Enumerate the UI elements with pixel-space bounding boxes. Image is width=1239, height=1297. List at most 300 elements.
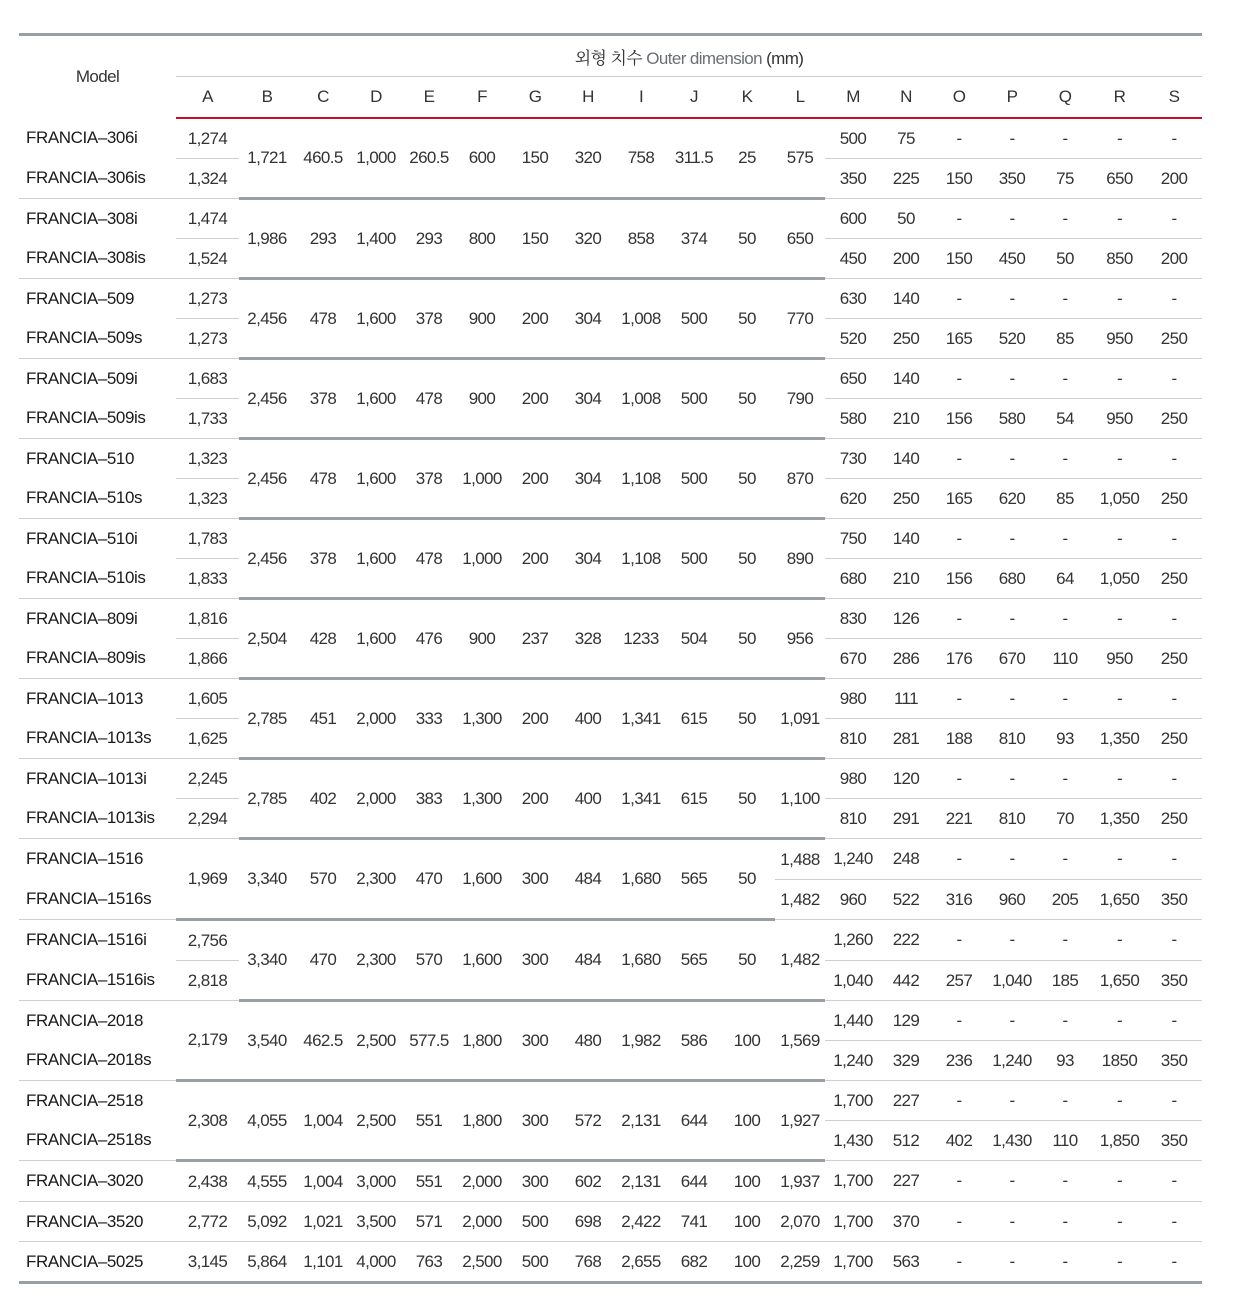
dimension-cell-a: 1,324 bbox=[176, 159, 239, 199]
dimension-cell-a: 1,833 bbox=[176, 559, 239, 599]
dimension-cell-f: 1,300 bbox=[457, 679, 507, 759]
dimension-cell-h: 484 bbox=[563, 839, 613, 920]
dimension-cell-r: - bbox=[1116, 128, 1123, 148]
dimension-cell-j: 644 bbox=[669, 1161, 719, 1202]
model-name-cell: FRANCIA–510i bbox=[19, 519, 176, 559]
column-header-d: D bbox=[351, 77, 401, 119]
column-header-l: L bbox=[775, 77, 825, 119]
dimension-cell-e: 383 bbox=[401, 759, 457, 839]
dimension-cell-b: 1,721 bbox=[239, 118, 295, 199]
dimension-cell-m: 730 bbox=[825, 439, 881, 479]
model-name-cell: FRANCIA–809i bbox=[19, 599, 176, 639]
dimension-cell-j: 500 bbox=[669, 519, 719, 599]
column-header-o: O bbox=[931, 77, 987, 119]
dimension-cell-r: 650 bbox=[1093, 159, 1146, 199]
dimension-cell-q: - bbox=[1037, 679, 1093, 719]
dimension-cell-o: - bbox=[931, 1081, 987, 1121]
dimension-cell-o: - bbox=[931, 519, 987, 559]
dimension-cell-o: - bbox=[931, 839, 987, 880]
dimension-cell-q: 70 bbox=[1037, 799, 1093, 839]
dimension-cell-s: - bbox=[1146, 599, 1202, 639]
dimension-cell-o: - bbox=[931, 679, 987, 719]
dimension-cell-l: 770 bbox=[775, 279, 825, 359]
dimension-cell-n: 140 bbox=[881, 519, 931, 559]
dimension-cell-c: 462.5 bbox=[295, 1001, 351, 1081]
column-header-s: S bbox=[1146, 77, 1202, 119]
dimension-cell-q: - bbox=[1037, 519, 1093, 559]
dimension-cell-r: - bbox=[1093, 920, 1146, 961]
table-row bbox=[19, 279, 1202, 319]
column-header-g: G bbox=[507, 77, 563, 119]
dimension-cell-r: 950 bbox=[1093, 399, 1146, 439]
dimension-cell-m: 750 bbox=[825, 519, 881, 559]
dimension-cell-g: 200 bbox=[507, 759, 563, 839]
dimension-cell-l: 870 bbox=[775, 439, 825, 519]
dimension-cell-g: 500 bbox=[507, 1242, 563, 1283]
dimension-cell-n: 140 bbox=[881, 279, 931, 319]
dimension-cell-i: 1,680 bbox=[613, 920, 669, 1001]
dimension-cell-m: 810 bbox=[825, 799, 881, 839]
dimension-cell-m: 960 bbox=[825, 880, 881, 920]
dimension-cell-b: 3,340 bbox=[239, 839, 295, 920]
dimension-cell-m: 980 bbox=[825, 679, 881, 719]
dimension-cell-c: 460.5 bbox=[295, 118, 351, 199]
dimension-cell-o: - bbox=[931, 759, 987, 799]
dimension-cell-r: 1,650 bbox=[1093, 961, 1146, 1001]
dimension-cell-p: - bbox=[987, 839, 1037, 880]
dimension-cell-s: - bbox=[1146, 1242, 1202, 1283]
dimension-cell-a: 1,273 bbox=[176, 319, 239, 359]
dimension-cell-n: 291 bbox=[881, 799, 931, 839]
dimension-cell-g: 200 bbox=[507, 439, 563, 519]
dimension-cell-m: 1,260 bbox=[825, 920, 881, 961]
dimension-cell-p: - bbox=[987, 1242, 1037, 1283]
table-row bbox=[19, 439, 1202, 479]
dimension-cell-d: 1,600 bbox=[351, 359, 401, 439]
dimension-cell-i: 1,341 bbox=[613, 679, 669, 759]
dimension-cell-d: 3,000 bbox=[351, 1161, 401, 1202]
dimension-cell-c: 1,021 bbox=[295, 1202, 351, 1242]
dimension-cell-o: 221 bbox=[931, 799, 987, 839]
dimension-cell-d: 1,600 bbox=[351, 279, 401, 359]
model-name-cell: FRANCIA–809is bbox=[26, 648, 146, 668]
model-name-cell: FRANCIA–308i bbox=[19, 199, 176, 239]
dimension-cell-k: 50 bbox=[719, 679, 775, 759]
dimension-cell-g: 300 bbox=[507, 1081, 563, 1161]
column-header-q: Q bbox=[1037, 77, 1093, 119]
dimension-cell-n: 210 bbox=[881, 559, 931, 599]
dimension-cell-m: 580 bbox=[825, 399, 881, 439]
dimension-cell-i: 1,008 bbox=[613, 359, 669, 439]
model-name-cell: FRANCIA–2018s bbox=[26, 1050, 152, 1070]
dimension-cell-m: 810 bbox=[825, 719, 881, 759]
dimension-cell-b: 3,340 bbox=[239, 920, 295, 1001]
outer-dimension-group-header bbox=[176, 35, 1202, 77]
dimension-cell-j: 644 bbox=[669, 1081, 719, 1161]
dimension-cell-i: 1,680 bbox=[613, 839, 669, 920]
dimension-cell-h: 602 bbox=[563, 1161, 613, 1202]
model-name-cell: FRANCIA–509is bbox=[26, 408, 146, 428]
dimension-cell-d: 2,000 bbox=[351, 679, 401, 759]
model-name-cell: FRANCIA–2518s bbox=[26, 1130, 152, 1150]
dimension-cell-o: - bbox=[931, 199, 987, 239]
dimension-cell-o: 402 bbox=[931, 1121, 987, 1161]
dimension-cell-q: - bbox=[1037, 759, 1093, 799]
dimension-cell-n: 370 bbox=[881, 1202, 931, 1242]
dimension-cell-c: 378 bbox=[295, 359, 351, 439]
dimension-cell-o: 156 bbox=[931, 559, 987, 599]
model-column-header: Model bbox=[75, 67, 120, 86]
dimension-cell-h: 768 bbox=[563, 1242, 613, 1283]
dimension-cell-b: 5,092 bbox=[239, 1202, 295, 1242]
dimension-cell-g: 200 bbox=[507, 359, 563, 439]
dimension-cell-q: 50 bbox=[1037, 239, 1093, 279]
dimension-cell-k: 50 bbox=[719, 439, 775, 519]
dimension-cell-o: - bbox=[931, 279, 987, 319]
dimension-cell-r: 1,650 bbox=[1093, 880, 1146, 920]
dimension-cell-g: 200 bbox=[507, 519, 563, 599]
dimension-cell-d: 1,600 bbox=[351, 599, 401, 679]
dimension-cell-q: - bbox=[1037, 920, 1093, 961]
dimension-cell-f: 1,300 bbox=[457, 759, 507, 839]
dimension-cell-a: 1,605 bbox=[176, 679, 239, 719]
dimension-cell-a: 1,866 bbox=[176, 639, 239, 679]
dimension-cell-b: 4,555 bbox=[239, 1161, 295, 1202]
dimension-cell-s: - bbox=[1146, 359, 1202, 399]
group-label-unit: (mm) bbox=[766, 48, 804, 68]
dimension-cell-s: 350 bbox=[1146, 1121, 1202, 1161]
dimension-cell-d: 1,400 bbox=[351, 199, 401, 279]
dimension-cell-h: 572 bbox=[563, 1081, 613, 1161]
dimension-cell-j: 565 bbox=[669, 839, 719, 920]
dimension-cell-j: 682 bbox=[669, 1242, 719, 1283]
dimension-cell-g: 200 bbox=[507, 279, 563, 359]
dimension-cell-a: 3,145 bbox=[176, 1242, 239, 1283]
dimension-cell-j: 500 bbox=[669, 359, 719, 439]
dimension-cell-f: 900 bbox=[457, 599, 507, 679]
dimension-cell-g: 300 bbox=[507, 1161, 563, 1202]
dimension-cell-p: - bbox=[987, 759, 1037, 799]
dimension-cell-r: - bbox=[1093, 1001, 1146, 1041]
dimension-cell-b: 3,540 bbox=[239, 1001, 295, 1081]
dimension-cell-s: 250 bbox=[1146, 799, 1202, 839]
dimension-cell-d: 4,000 bbox=[351, 1242, 401, 1283]
dimension-cell-n: 225 bbox=[881, 159, 931, 199]
model-name-cell: FRANCIA–5025 bbox=[19, 1242, 176, 1283]
dimension-cell-a: 1,323 bbox=[176, 439, 239, 479]
dimension-cell-a: 2,308 bbox=[176, 1081, 239, 1161]
dimension-cell-l: 2,259 bbox=[775, 1242, 825, 1283]
dimension-cell-j: 615 bbox=[669, 679, 719, 759]
dimension-cell-c: 293 bbox=[295, 199, 351, 279]
dimension-cell-j: 500 bbox=[669, 439, 719, 519]
dimension-cell-d: 1,000 bbox=[351, 118, 401, 199]
dimension-cell-i: 1,008 bbox=[613, 279, 669, 359]
dimension-cell-n: 227 bbox=[881, 1161, 931, 1202]
dimension-cell-n: 140 bbox=[881, 439, 931, 479]
dimension-cell-k: 50 bbox=[719, 920, 775, 1001]
dimension-cell-q: - bbox=[1037, 599, 1093, 639]
dimension-cell-r: - bbox=[1093, 839, 1146, 880]
dimension-cell-k: 50 bbox=[719, 519, 775, 599]
dimension-cell-q: - bbox=[1037, 1202, 1093, 1242]
dimension-cell-m: 1,700 bbox=[825, 1081, 881, 1121]
dimension-cell-b: 2,456 bbox=[239, 279, 295, 359]
dimension-cell-m: 620 bbox=[825, 479, 881, 519]
dimension-cell-e: 571 bbox=[401, 1202, 457, 1242]
dimension-cell-o: 236 bbox=[931, 1041, 987, 1081]
model-name-cell: FRANCIA–308is bbox=[26, 248, 146, 268]
dimension-cell-f: 2,000 bbox=[457, 1161, 507, 1202]
dimension-cell-f: 800 bbox=[457, 199, 507, 279]
dimension-cell-s: - bbox=[1146, 519, 1202, 559]
dimension-cell-r: - bbox=[1093, 679, 1146, 719]
dimension-cell-o: - bbox=[931, 920, 987, 961]
dimension-cell-n: 75 bbox=[897, 128, 915, 148]
dimension-cell-o: 188 bbox=[931, 719, 987, 759]
model-name-cell: FRANCIA–1516 bbox=[19, 839, 176, 880]
dimension-cell-m: 1,430 bbox=[825, 1121, 881, 1161]
model-name-cell: FRANCIA–2018 bbox=[19, 1001, 176, 1041]
dimension-cell-c: 470 bbox=[295, 920, 351, 1001]
dimension-cell-b: 2,456 bbox=[239, 439, 295, 519]
dimension-cell-c: 478 bbox=[295, 439, 351, 519]
dimension-cell-f: 1,000 bbox=[457, 519, 507, 599]
dimension-cell-a: 1,816 bbox=[176, 599, 239, 639]
dimension-cell-e: 478 bbox=[401, 359, 457, 439]
dimension-cell-d: 2,300 bbox=[351, 839, 401, 920]
dimension-cell-r: - bbox=[1093, 279, 1146, 319]
column-header-e: E bbox=[401, 77, 457, 119]
dimension-cell-b: 2,456 bbox=[239, 359, 295, 439]
dimension-cell-e: 378 bbox=[401, 279, 457, 359]
dimension-cell-p: 620 bbox=[987, 479, 1037, 519]
dimension-cell-g: 150 bbox=[507, 118, 563, 199]
dimension-cell-p: - bbox=[987, 199, 1037, 239]
dimension-cell-e: 551 bbox=[401, 1081, 457, 1161]
dimension-cell-n: 222 bbox=[881, 920, 931, 961]
dimension-cell-m: 630 bbox=[825, 279, 881, 319]
dimension-cell-m: 680 bbox=[825, 559, 881, 599]
column-header-n: N bbox=[881, 77, 931, 119]
dimension-cell-m: 650 bbox=[825, 359, 881, 399]
dimension-cell-g: 300 bbox=[507, 1001, 563, 1081]
dimension-cell-k: 50 bbox=[719, 359, 775, 439]
dimension-cell-o: 156 bbox=[931, 399, 987, 439]
dimension-cell-i: 2,131 bbox=[613, 1081, 669, 1161]
dimension-cell-e: 470 bbox=[401, 839, 457, 920]
dimension-cell-p: 680 bbox=[987, 559, 1037, 599]
dimension-cell-m: 1,700 bbox=[825, 1242, 881, 1283]
dimension-cell-o: - bbox=[931, 1202, 987, 1242]
dimension-cell-a: 2,245 bbox=[176, 759, 239, 799]
dimension-cell-a: 2,756 bbox=[176, 920, 239, 961]
dimension-cell-p: - bbox=[987, 439, 1037, 479]
dimension-cell-f: 600 bbox=[457, 118, 507, 199]
dimension-cell-l: 1,091 bbox=[775, 679, 825, 759]
dimension-cell-n: 227 bbox=[881, 1081, 931, 1121]
dimension-cell-p: - bbox=[987, 359, 1037, 399]
dimension-cell-h: 304 bbox=[563, 439, 613, 519]
dimension-cell-c: 1,004 bbox=[295, 1161, 351, 1202]
dimension-spec-table-wrapper bbox=[19, 33, 1202, 1284]
dimension-cell-f: 2,500 bbox=[457, 1242, 507, 1283]
dimension-cell-n: 210 bbox=[881, 399, 931, 439]
dimension-cell-d: 2,000 bbox=[351, 759, 401, 839]
dimension-cell-k: 100 bbox=[719, 1001, 775, 1081]
dimension-cell-a: 2,772 bbox=[176, 1202, 239, 1242]
dimension-cell-j: 500 bbox=[669, 279, 719, 359]
dimension-cell-h: 480 bbox=[563, 1001, 613, 1081]
dimension-cell-l: 2,070 bbox=[775, 1202, 825, 1242]
dimension-cell-m: 600 bbox=[825, 199, 881, 239]
dimension-cell-s: 250 bbox=[1146, 639, 1202, 679]
dimension-cell-b: 2,785 bbox=[239, 679, 295, 759]
dimension-cell-p: - bbox=[987, 519, 1037, 559]
dimension-cell-m: 1,440 bbox=[825, 1001, 881, 1041]
dimension-cell-k: 50 bbox=[719, 199, 775, 279]
dimension-cell-r: - bbox=[1093, 1161, 1146, 1202]
dimension-cell-s: 350 bbox=[1146, 880, 1202, 920]
table-row bbox=[19, 599, 1202, 639]
dimension-cell-h: 698 bbox=[563, 1202, 613, 1242]
dimension-cell-q: 85 bbox=[1037, 319, 1093, 359]
dimension-cell-r: - bbox=[1093, 1081, 1146, 1121]
table-row bbox=[19, 759, 1202, 799]
dimension-cell-k: 50 bbox=[719, 839, 775, 920]
dimension-cell-l: 1,482 bbox=[775, 880, 825, 920]
model-name-cell: FRANCIA–1516i bbox=[19, 920, 176, 961]
dimension-cell-c: 378 bbox=[295, 519, 351, 599]
dimension-cell-e: 476 bbox=[401, 599, 457, 679]
dimension-cell-d: 1,600 bbox=[351, 439, 401, 519]
dimension-cell-s: 350 bbox=[1146, 1041, 1202, 1081]
dimension-cell-d: 2,300 bbox=[351, 920, 401, 1001]
dimension-cell-o: 257 bbox=[931, 961, 987, 1001]
dimension-cell-l: 1,488 bbox=[775, 839, 825, 880]
column-header-i: I bbox=[613, 77, 669, 119]
dimension-cell-n: 50 bbox=[881, 199, 931, 239]
dimension-cell-p: 1,240 bbox=[987, 1041, 1037, 1081]
model-name-cell: FRANCIA–2518 bbox=[19, 1081, 176, 1121]
dimension-cell-l: 790 bbox=[775, 359, 825, 439]
table-row bbox=[19, 1242, 1202, 1283]
column-header-c: C bbox=[295, 77, 351, 119]
dimension-cell-m: 350 bbox=[825, 159, 881, 199]
dimension-cell-i: 758 bbox=[613, 118, 669, 199]
table-row bbox=[19, 118, 1202, 159]
dimension-cell-r: 1850 bbox=[1093, 1041, 1146, 1081]
dimension-cell-m: 830 bbox=[825, 599, 881, 639]
model-name-cell: FRANCIA–306i bbox=[26, 128, 138, 148]
column-header-f: F bbox=[457, 77, 507, 119]
model-name-cell: FRANCIA–509s bbox=[26, 328, 143, 348]
dimension-cell-f: 1,600 bbox=[457, 920, 507, 1001]
dimension-cell-s: - bbox=[1146, 1001, 1202, 1041]
dimension-cell-m: 1,700 bbox=[825, 1161, 881, 1202]
dimension-cell-m: 1,700 bbox=[825, 1202, 881, 1242]
dimension-cell-p: - bbox=[987, 1161, 1037, 1202]
dimension-cell-e: 260.5 bbox=[401, 118, 457, 199]
dimension-cell-h: 304 bbox=[563, 279, 613, 359]
column-header-p: P bbox=[987, 77, 1037, 119]
model-name-cell: FRANCIA–509i bbox=[19, 359, 176, 399]
dimension-cell-o: 176 bbox=[931, 639, 987, 679]
dimension-cell-q: 54 bbox=[1037, 399, 1093, 439]
dimension-cell-q: - bbox=[1037, 1081, 1093, 1121]
model-name-cell: FRANCIA–510 bbox=[19, 439, 176, 479]
dimension-cell-q: - bbox=[1037, 279, 1093, 319]
header-row-columns bbox=[19, 77, 1202, 119]
dimension-cell-p: - bbox=[987, 599, 1037, 639]
dimension-cell-e: 577.5 bbox=[401, 1001, 457, 1081]
dimension-cell-q: - bbox=[1037, 199, 1093, 239]
dimension-cell-s: - bbox=[1146, 1081, 1202, 1121]
dimension-cell-a: 1,683 bbox=[176, 359, 239, 399]
dimension-cell-c: 1,004 bbox=[295, 1081, 351, 1161]
dimension-cell-n: 126 bbox=[881, 599, 931, 639]
dimension-cell-a: 2,818 bbox=[176, 961, 239, 1001]
dimension-cell-a: 1,474 bbox=[176, 199, 239, 239]
dimension-cell-i: 2,655 bbox=[613, 1242, 669, 1283]
dimension-cell-i: 1,341 bbox=[613, 759, 669, 839]
dimension-cell-a: 1,273 bbox=[176, 279, 239, 319]
dimension-cell-o: - bbox=[931, 599, 987, 639]
column-header-h: H bbox=[563, 77, 613, 119]
dimension-cell-r: - bbox=[1093, 1242, 1146, 1283]
column-header-m: M bbox=[825, 77, 881, 119]
dimension-cell-e: 333 bbox=[401, 679, 457, 759]
model-name-cell: FRANCIA–1013 bbox=[19, 679, 176, 719]
dimension-cell-r: - bbox=[1093, 519, 1146, 559]
dimension-cell-h: 400 bbox=[563, 759, 613, 839]
dimension-cell-s: - bbox=[1146, 1161, 1202, 1202]
dimension-cell-o: - bbox=[931, 1001, 987, 1041]
dimension-cell-e: 763 bbox=[401, 1242, 457, 1283]
dimension-cell-k: 50 bbox=[719, 759, 775, 839]
dimension-cell-o: 150 bbox=[931, 239, 987, 279]
dimension-cell-p: - bbox=[987, 1081, 1037, 1121]
dimension-cell-s: 200 bbox=[1146, 159, 1202, 199]
dimension-cell-m: 670 bbox=[825, 639, 881, 679]
dimension-cell-q: - bbox=[1037, 839, 1093, 880]
group-label-korean: 외형 치수 bbox=[574, 48, 643, 68]
dimension-cell-k: 100 bbox=[719, 1161, 775, 1202]
dimension-cell-o: - bbox=[931, 1242, 987, 1283]
dimension-cell-l: 575 bbox=[775, 118, 825, 199]
dimension-cell-l: 956 bbox=[775, 599, 825, 679]
dimension-cell-r: - bbox=[1093, 439, 1146, 479]
dimension-cell-q: 85 bbox=[1037, 479, 1093, 519]
model-name-cell: FRANCIA–1516is bbox=[26, 970, 155, 990]
dimension-cell-a: 2,179 bbox=[176, 1001, 239, 1081]
dimension-cell-g: 200 bbox=[507, 679, 563, 759]
dimension-cell-j: 615 bbox=[669, 759, 719, 839]
dimension-cell-i: 1,108 bbox=[613, 519, 669, 599]
dimension-cell-q: - bbox=[1037, 359, 1093, 399]
dimension-cell-p: 520 bbox=[987, 319, 1037, 359]
dimension-cell-g: 500 bbox=[507, 1202, 563, 1242]
dimension-cell-b: 1,986 bbox=[239, 199, 295, 279]
dimension-cell-b: 2,785 bbox=[239, 759, 295, 839]
dimension-cell-e: 570 bbox=[401, 920, 457, 1001]
dimension-cell-g: 237 bbox=[507, 599, 563, 679]
dimension-cell-d: 1,600 bbox=[351, 519, 401, 599]
dimension-cell-l: 890 bbox=[775, 519, 825, 599]
dimension-cell-q: - bbox=[1037, 1001, 1093, 1041]
dimension-cell-h: 304 bbox=[563, 519, 613, 599]
dimension-cell-s: - bbox=[1146, 279, 1202, 319]
